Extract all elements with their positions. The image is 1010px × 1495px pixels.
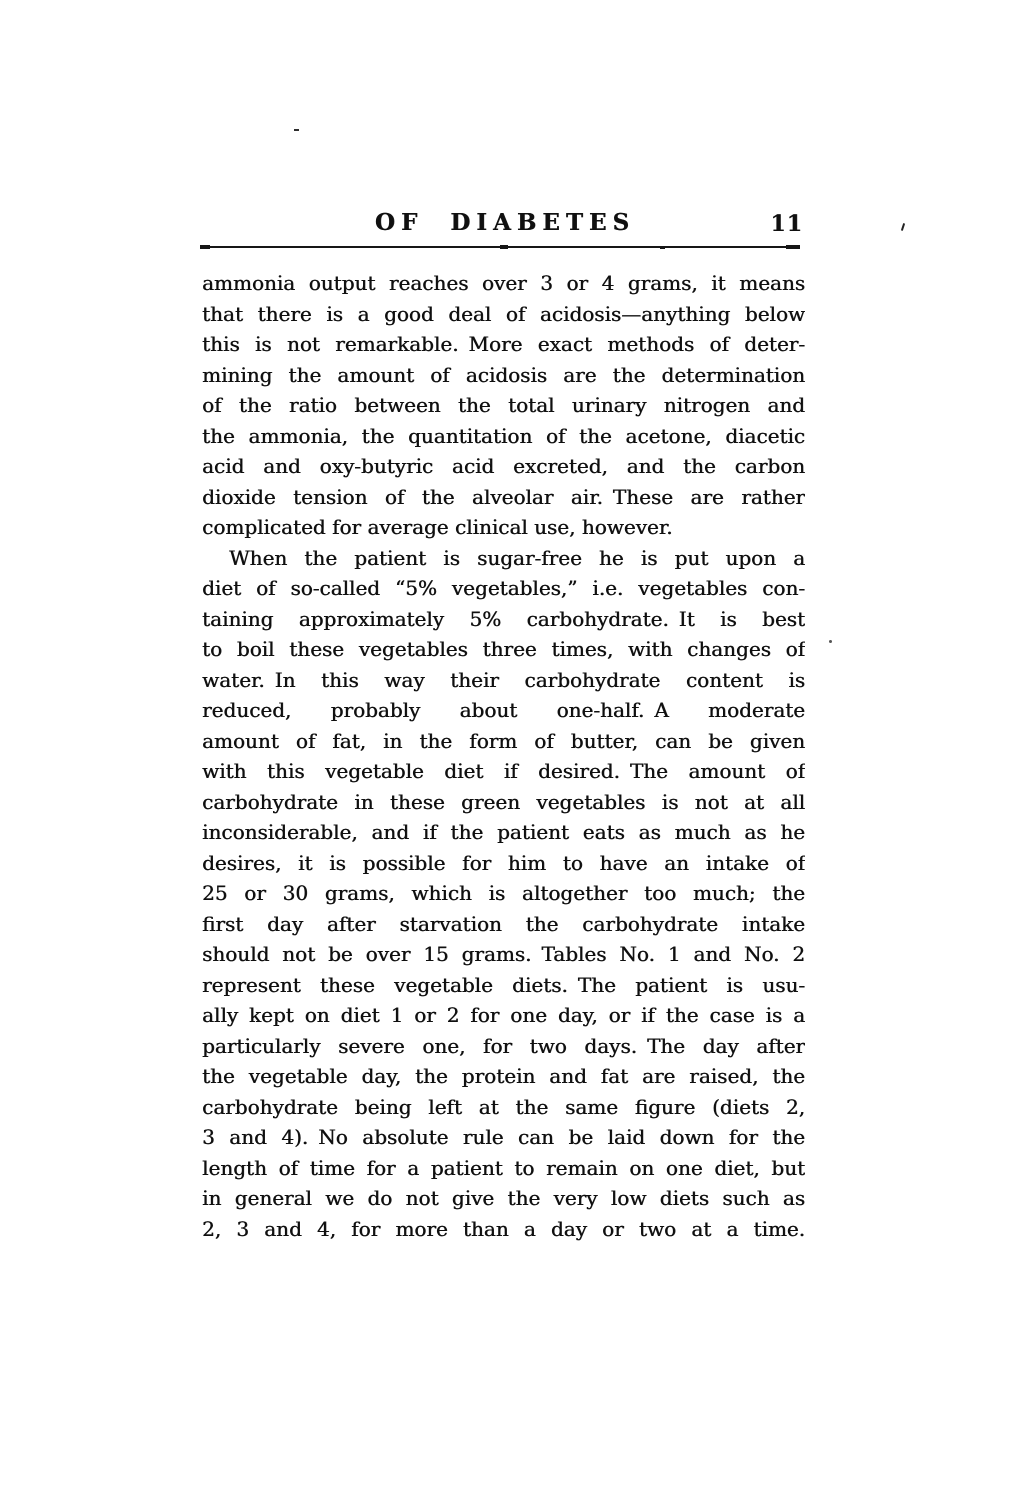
rule-ink-blob [500, 245, 508, 249]
text-line: length of time for a patient to remain on one diet, but [202, 1155, 805, 1180]
text-line: to boil these vegetables three times, with changes of [202, 637, 805, 661]
text-line: water. In this way their carbohydrate content is [202, 667, 805, 692]
text-line: diet of so-called “5% vegetables,” i.e. vegetables con- [202, 576, 805, 600]
text-line: particularly severe one, for two days. The day after [202, 1033, 805, 1058]
text-line: 2, 3 and 4, for more than a day or two at a time. [202, 1216, 805, 1241]
text-line: When the patient is sugar-free he is put upon a [229, 545, 805, 570]
text-line: that there is a good deal of acidosis—anything below [202, 301, 805, 326]
text-line: of the ratio between the total urinary nitrogen and [202, 393, 805, 417]
paragraph [202, 268, 805, 543]
text-line: acid and oxy-butyric acid excreted, and the carbon [202, 454, 805, 478]
text-line: ally kept on diet 1 or 2 for one day, or if the case is a [202, 1003, 805, 1027]
text-line: taining approximately 5% carbohydrate. It is best [202, 606, 805, 631]
text-line: mining the amount of acidosis are the determination [202, 362, 805, 387]
text-line: 3 and 4). No absolute rule can be laid down for the [202, 1125, 805, 1149]
rule-ink-blob [660, 246, 665, 249]
text-line: reduced, probably about one-half. A moderate [202, 698, 805, 722]
text-line: inconsiderable, and if the patient eats as much as he [202, 820, 805, 844]
running-head-title: OF DIABETES [374, 209, 636, 236]
text-line: carbohydrate in these green vegetables is not at all [202, 789, 805, 814]
text-line: in general we do not give the very low diets such as [202, 1186, 805, 1210]
header-rule [200, 246, 800, 248]
scan-speck [294, 129, 299, 131]
text-line: complicated for average clinical use, however. [202, 515, 673, 539]
page-number: 11 [770, 211, 803, 237]
text-line: this is not remarkable. More exact methods of deter- [202, 332, 805, 356]
text-line: represent these vegetable diets. The patient is usu- [202, 972, 805, 997]
text-line: amount of fat, in the form of butter, can be given [202, 728, 805, 753]
text-line: dioxide tension of the alveolar air. These are rather [202, 484, 805, 509]
text-line: the ammonia, the quantitation of the acetone, diacetic [202, 423, 805, 448]
text-line: desires, it is possible for him to have an intake of [202, 850, 805, 875]
text-line: ammonia output reaches over 3 or 4 grams, it means [202, 271, 805, 295]
text-block [202, 268, 805, 1244]
text-line: carbohydrate being left at the same figure (diets 2, [202, 1094, 805, 1119]
text-line: 25 or 30 grams, which is altogether too much; the [202, 881, 805, 905]
text-line: should not be over 15 grams. Tables No. 1 and No. 2 [202, 942, 805, 966]
paragraph [202, 543, 805, 1245]
scan-speck [829, 640, 832, 643]
text-line: the vegetable day, the protein and fat are raised, the [202, 1064, 805, 1088]
text-line: first day after starvation the carbohydrate intake [202, 911, 805, 936]
text-line: with this vegetable diet if desired. The amount of [202, 759, 805, 783]
